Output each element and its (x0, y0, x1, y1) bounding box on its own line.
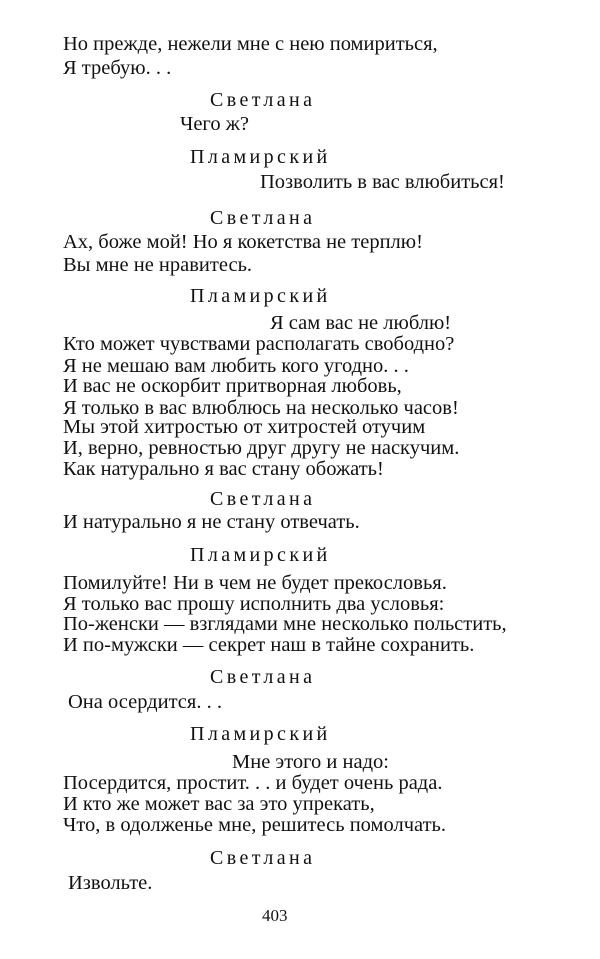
verse-line: По-женски — взглядами мне несколько польстить, (63, 613, 507, 635)
verse-line: Чего ж? (180, 113, 249, 135)
verse-line: Я не мешаю вам любить кого угодно. . . (63, 355, 409, 377)
verse-line: Извольте. (68, 872, 153, 894)
speaker-name: Светлана (210, 488, 316, 510)
verse-line: И кто же может вас за это упрекать, (63, 793, 375, 815)
verse-line: Кто может чувствами располагать свободно? (63, 333, 455, 355)
verse-line: Но прежде, нежели мне с нею помириться, (63, 33, 438, 55)
verse-line: Посердится, простит. . . и будет очень рада. (63, 772, 443, 794)
verse-line: Мы этой хитростью от хитростей отучим (63, 416, 426, 438)
verse-line: И вас не оскорбит притворная любовь, (63, 375, 402, 397)
verse-line: Ах, боже мой! Но я кокетства не терплю! (63, 231, 423, 253)
verse-line: Как натурально я вас стану обожать! (63, 458, 384, 480)
speaker-name: Пламирский (190, 146, 331, 168)
verse-line: И, верно, ревностью друг другу не наскучим. (63, 437, 460, 459)
speaker-name: Пламирский (190, 723, 331, 745)
speaker-name: Светлана (210, 666, 316, 688)
verse-line: Я только вас прошу исполнить два условья: (63, 593, 445, 615)
verse-line: Я сам вас не люблю! (270, 312, 452, 334)
verse-line: Мне этого и надо: (232, 751, 389, 773)
page-number: 403 (262, 906, 288, 925)
verse-line: Позволить в вас влюбиться! (260, 171, 505, 193)
verse-line: И натурально я не стану отвечать. (63, 511, 360, 533)
speaker-name: Светлана (210, 89, 316, 111)
verse-line: Я требую. . . (63, 57, 172, 79)
speaker-name: Светлана (210, 207, 316, 229)
verse-line: Вы мне не нравитесь. (63, 254, 253, 276)
speaker-name: Пламирский (190, 544, 331, 566)
verse-line: Что, в одолженье мне, решитесь помолчать. (63, 814, 447, 836)
speaker-name: Пламирский (190, 285, 331, 307)
verse-line: Помилуйте! Ни в чем не будет прекословья. (63, 572, 447, 594)
verse-line: И по-мужски — секрет наш в тайне сохранить. (63, 634, 475, 656)
speaker-name: Светлана (210, 847, 316, 869)
verse-line: Она осердится. . . (68, 691, 222, 713)
verse-line: Я только в вас влюблюсь на несколько часов! (63, 397, 459, 419)
